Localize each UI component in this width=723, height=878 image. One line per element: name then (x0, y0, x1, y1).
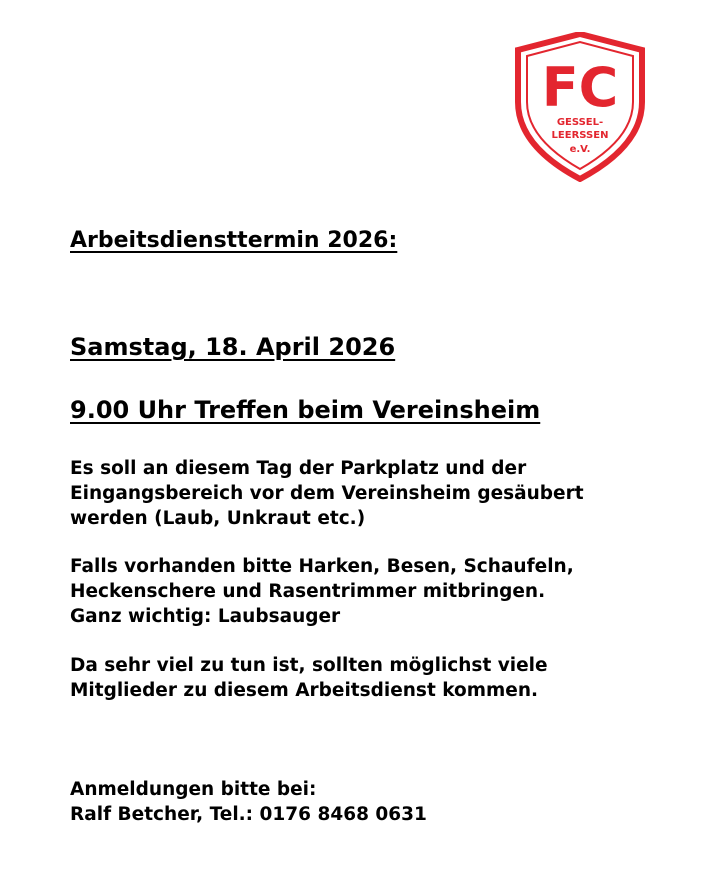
text-line: Heckenschere und Rasentrimmer mitbringen. (70, 581, 546, 602)
text-line: Mitglieder zu diesem Arbeitsdienst kommen. (70, 680, 539, 701)
logo-line2: LEERSSEN (551, 130, 609, 141)
contact-person-phone: Ralf Betcher, Tel.: 0176 8468 0631 (70, 804, 427, 825)
club-crest-icon (512, 32, 648, 182)
tools-paragraph (70, 554, 670, 629)
text-line: Falls vorhanden bitte Harken, Besen, Schaufeln, (70, 556, 574, 577)
page-title: Arbeitsdiensttermin 2026: (70, 228, 398, 253)
event-date: Samstag, 18. April 2026 (70, 333, 396, 361)
logo-fc-text: FC (541, 56, 619, 119)
text-line: Da sehr viel zu tun ist, sollten möglichst viele (70, 655, 548, 676)
text-line: Eingangsbereich vor dem Vereinsheim gesäubert (70, 483, 584, 504)
event-time: 9.00 Uhr Treffen beim Vereinsheim (70, 396, 541, 424)
contact-paragraph (70, 777, 670, 827)
contact-label: Anmeldungen bitte bei: (70, 779, 317, 800)
text-line: Ganz wichtig: Laubsauger (70, 606, 341, 627)
logo-line1: GESSEL- (556, 117, 604, 128)
text-line: Es soll an diesem Tag der Parkplatz und der (70, 458, 527, 479)
appeal-paragraph (70, 653, 670, 703)
text-line: werden (Laub, Unkraut etc.) (70, 508, 366, 529)
logo-line3: e.V. (569, 144, 591, 155)
club-logo (512, 32, 648, 182)
description-paragraph (70, 456, 670, 531)
